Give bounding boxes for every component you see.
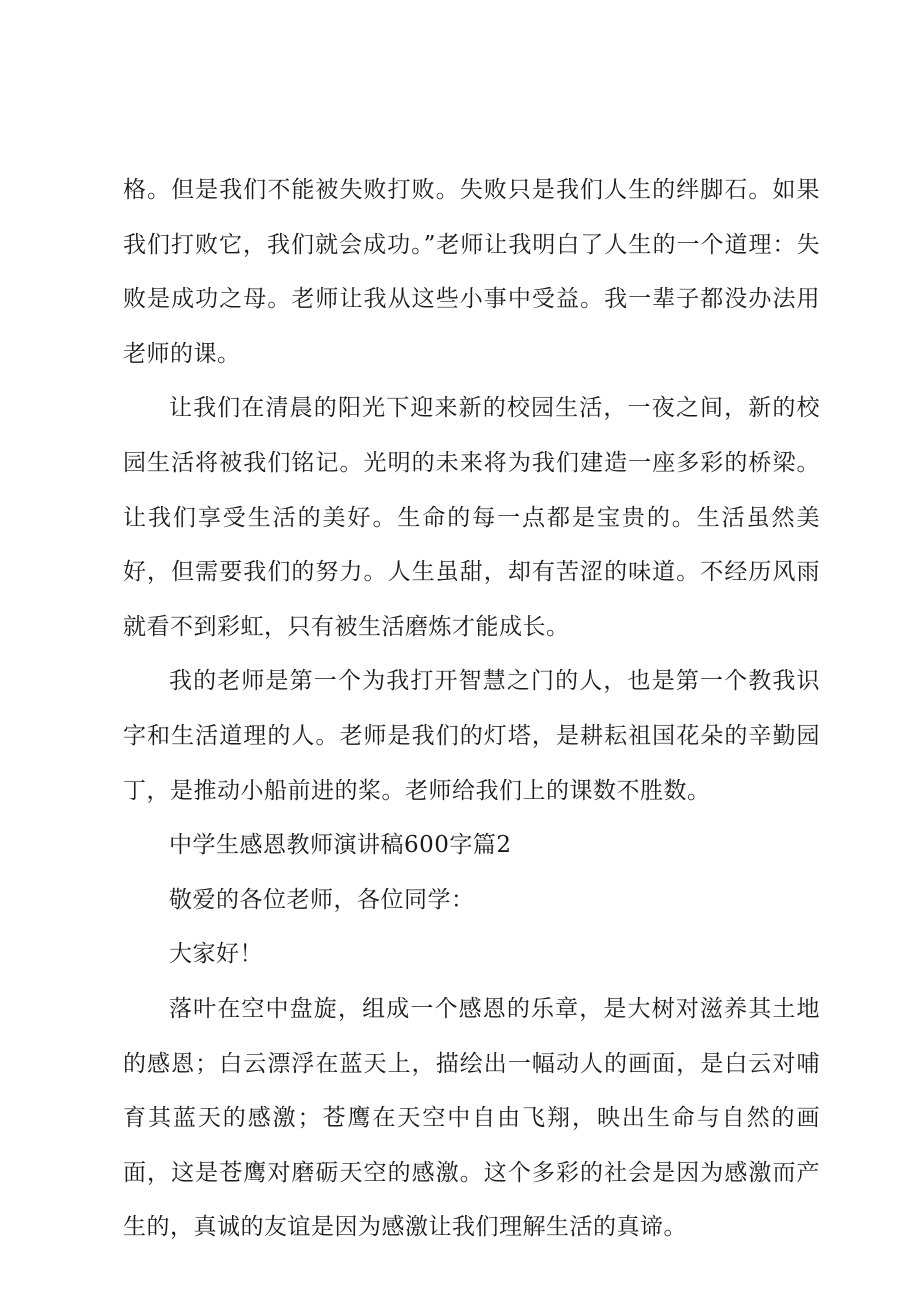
greeting: 大家好！ xyxy=(169,941,263,968)
paragraph-gratitude: 落叶在空中盘旋，组成一个感恩的乐章，是大树对滋养其土地的感恩；白云漂浮在蓝天上，描绘出一幅动人的画面，是白云对哺育其蓝天的感激；苍鹰在天空中自由飞翔，映出生命与自然的画面，这是苍鹰对磨砺天空的感激。这个多彩的社会是因为感激而产生的，真诚的友谊是因为感激让我们理解生活的真谛。 xyxy=(123,995,820,1241)
salutation: 敬爱的各位老师，各位同学： xyxy=(169,886,475,913)
document-body xyxy=(123,163,820,1255)
paragraph-continued: 格。但是我们不能被失败打败。失败只是我们人生的绊脚石。如果我们打败它，我们就会成功。”老师让我明白了人生的一个道理：失败是成功之母。老师让我从这些小事中受益。我一辈子都没办法用老师的课。 xyxy=(123,177,820,367)
paragraph-campus-life: 让我们在清晨的阳光下迎来新的校园生活，一夜之间，新的校园生活将被我们铭记。光明的未来将为我们建造一座多彩的桥梁。让我们享受生活的美好。生命的每一点都是宝贵的。生活虽然美好，但需要我们的努力。人生虽甜，却有苦涩的味道。不经历风雨就看不到彩虹，只有被生活磨炼才能成长。 xyxy=(123,395,820,640)
paragraph-teacher: 我的老师是第一个为我打开智慧之门的人，也是第一个教我识字和生活道理的人。老师是我们的灯塔，是耕耘祖国花朵的辛勤园丁，是推动小船前进的桨。老师给我们上的课数不胜数。 xyxy=(123,668,820,804)
section-title: 中学生感恩教师演讲稿600字篇2 xyxy=(169,832,512,859)
